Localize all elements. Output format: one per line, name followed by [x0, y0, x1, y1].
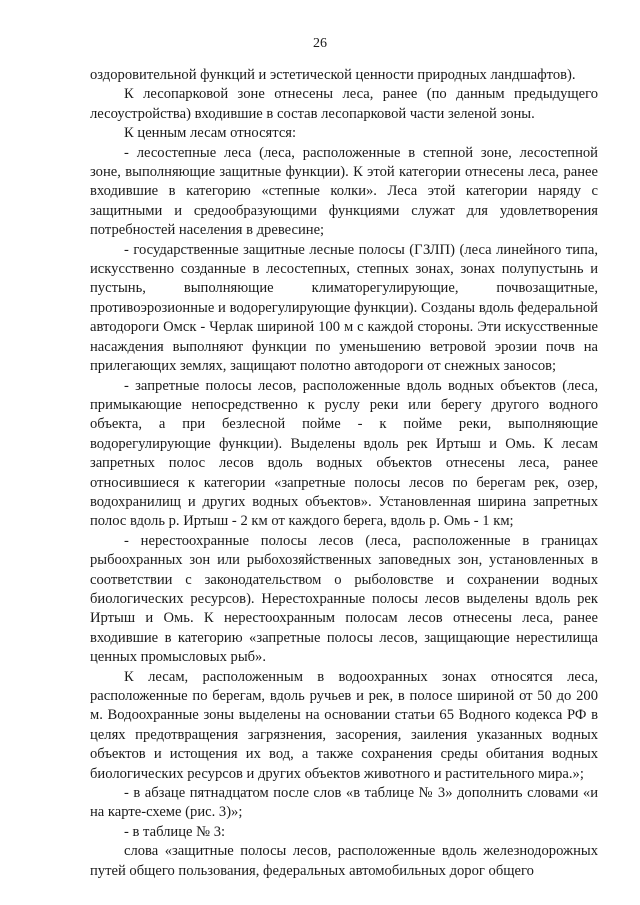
paragraph-water-protection-zones: К лесам, расположенным в водоохранных зонах относятся леса, расположенные по берегам, вдоль ручьев и рек, в полосе шириной от 50 до 200 м. Водоохранные зоны выделены на основании статьи 65 Водного кодекса РФ в целях предотвращения загрязнения, засорения, заиления указанных водных объектов и истощения их вод, а также сохранения среды обитания водных биологических ресурсов и других объектов животного и растительного мира.»; — [90, 668, 598, 782]
paragraph-state-protective-strips: - государственные защитные лесные полосы (ГЗЛП) (леса линейного типа, искусственно созданные в лесостепных, степных зонах, зонах полупустынь и пустынь, выполняющие климаторегулирующие, почвозащитные, противоэрозионные и водорегулирующие функции). Созданы вдоль федеральной автодороги Омск - Черлак шириной 100 м с каждой стороны. Эти искусственные насаждения выполняют функции по уменьшению ветровой эрозии почв на прилегающих землях, защищают полотно автодороги от снежных заносов; — [90, 241, 598, 375]
paragraph-words-protective-strips: слова «защитные полосы лесов, расположенные вдоль железнодорожных путей общего пользования, федеральных автомобильных дорог общего — [90, 843, 598, 879]
paragraph-forest-park-zone: К лесопарковой зоне отнесены леса, ранее (по данным предыдущего лесоустройства) входившие в состав лесопарковой части зеленой зоны. — [90, 86, 598, 122]
paragraph-prohibited-strips-water: - запретные полосы лесов, расположенные вдоль водных объектов (леса, примыкающие непосредственно к руслу реки или берегу другого водного объекта, а при безлесной пойме - к пойме реки, выполняющие водорегулирующие функции). Выделены вдоль рек Иртыш и Омь. К лесам запретных полос лесов вдоль водных объектов отнесены леса, ранее относившиеся к категории «запретные полосы лесов по берегам рек, озер, водохранилищ и других водных объектов». Установленная ширина запретных полос вдоль р. Иртыш - 2 км от каждого берега, вдоль р. Омь - 1 км; — [90, 377, 598, 530]
paragraph-amendment-fifteenth: - в абзаце пятнадцатом после слов «в таблице № 3» дополнить словами «и на карте-схеме (рис. 3)»; — [90, 785, 598, 821]
document-body — [90, 66, 598, 881]
paragraph-valuable-forests-heading: К ценным лесам относятся: — [124, 125, 297, 142]
paragraph-spawning-protection: - нерестоохранные полосы лесов (леса, расположенные в границах рыбоохранных зон или рыбохозяйственных заповедных зон, установленных в соответствии с законодательством о рыболовстве и сохранении водных биологических ресурсов). Нерестохранные полосы лесов выделены вдоль рек Иртыш и Омь. К нерестоохранным полосам лесов отнесены леса, ранее входившие в категорию «запретные полосы лесов, защищающие нерестилища ценных промысловых рыб». — [90, 532, 598, 666]
paragraph-forest-steppe: - лесостепные леса (леса, расположенные в степной зоне, лесостепной зоне, выполняющие защитные функции). К этой категории отнесены леса, ранее входившие в категорию «степные колки». Леса этой категории наряду с защитными и средообразующими функциями служат для удовлетворения потребностей населения в древесине; — [90, 144, 598, 239]
paragraph-recreational-functions-end: оздоровительной функций и эстетической ценности природных ландшафтов). — [90, 67, 576, 83]
paragraph-amendment-table-3: - в таблице № 3: — [124, 823, 226, 840]
page-number: 26 — [313, 36, 327, 51]
